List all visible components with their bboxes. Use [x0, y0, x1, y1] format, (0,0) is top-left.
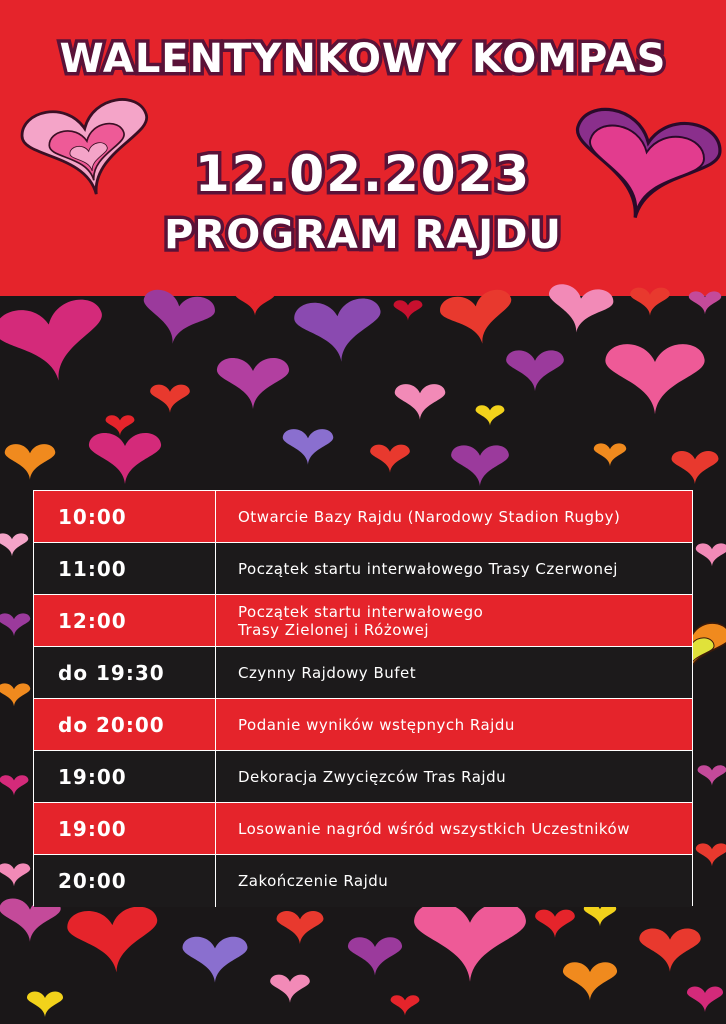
column-divider: [215, 595, 216, 647]
heart-icon: [535, 910, 575, 938]
heart-icon: [689, 291, 721, 314]
heart-icon: [630, 288, 670, 316]
heart-icon: [270, 975, 310, 1003]
schedule-description: [238, 491, 678, 543]
heart-icon: [696, 543, 726, 566]
table-row: [34, 751, 692, 803]
heart-icon: [0, 683, 30, 706]
description-line: Początek startu interwałowego: [238, 603, 484, 621]
description-line: Losowanie nagród wśród wszystkich Uczestników: [238, 820, 631, 838]
heart-icon: [639, 929, 700, 972]
schedule-description: [238, 647, 678, 699]
heart-icon: [696, 843, 726, 866]
schedule-time: 20:00: [58, 869, 127, 893]
schedule-time: 11:00: [58, 557, 127, 581]
heart-icon: [89, 433, 161, 484]
schedule-time: do 19:30: [58, 661, 165, 685]
column-divider: [215, 751, 216, 803]
heart-icon: [414, 903, 526, 982]
schedule-description: [238, 543, 678, 595]
column-divider: [215, 855, 216, 907]
schedule-description: [238, 595, 678, 647]
description-line: Zakończenie Rajdu: [238, 872, 389, 890]
heart-icon: [476, 405, 505, 425]
schedule-time: 10:00: [58, 505, 127, 529]
heart-icon: [0, 775, 28, 795]
heart-icon: [235, 288, 275, 316]
schedule-time: 19:00: [58, 817, 127, 841]
table-row: [34, 595, 692, 647]
event-date: 12.02.2023: [194, 145, 532, 203]
heart-icon: [277, 911, 324, 944]
heart-icon: [137, 287, 217, 350]
table-row: [34, 855, 692, 907]
heart-icon: [283, 429, 334, 465]
table-row: [34, 647, 692, 699]
heart-icon: [217, 358, 289, 409]
heart-icon: [106, 415, 135, 435]
heart-icon: [150, 385, 190, 413]
description-line: Podanie wyników wstępnych Rajdu: [238, 716, 515, 734]
table-row: [34, 543, 692, 595]
heart-icon: [394, 300, 423, 320]
description-line: Otwarcie Bazy Rajdu (Narodowy Stadion Rugby): [238, 508, 621, 526]
heart-icon: [5, 444, 56, 480]
description-line: Trasy Zielonej i Różowej: [238, 621, 430, 639]
column-divider: [215, 491, 216, 543]
heart-icon: [27, 992, 63, 1018]
column-divider: [215, 699, 216, 751]
column-divider: [215, 647, 216, 699]
heart-icon: [0, 863, 30, 886]
heart-icon: [506, 350, 564, 391]
schedule-description: [238, 751, 678, 803]
table-row: [34, 803, 692, 855]
schedule-description: [238, 699, 678, 751]
schedule-description: [238, 855, 678, 907]
table-row: [34, 699, 692, 751]
description-line: Początek startu interwałowego Trasy Czerwonej: [238, 560, 618, 578]
description-line: Czynny Rajdowy Bufet: [238, 664, 417, 682]
heart-icon: [594, 443, 626, 466]
poster-subtitle: PROGRAM RAJDU: [164, 212, 562, 258]
heart-icon: [348, 937, 402, 975]
heart-icon: [183, 937, 248, 983]
heart-icon: [293, 297, 385, 366]
heart-icon: [370, 445, 410, 473]
description-line: Dekoracja Zwycięzców Tras Rajdu: [238, 768, 507, 786]
heart-icon: [438, 287, 518, 350]
heart-icon: [395, 384, 446, 420]
heart-icon: [391, 995, 420, 1015]
column-divider: [215, 543, 216, 595]
schedule-description: [238, 803, 678, 855]
heart-icon: [0, 533, 28, 556]
schedule-time: 19:00: [58, 765, 127, 789]
heart-icon: [451, 445, 509, 486]
table-row: [34, 491, 692, 543]
schedule-table: [33, 490, 693, 906]
heart-icon: [544, 283, 615, 337]
schedule-time: 12:00: [58, 609, 127, 633]
heart-icon: [66, 905, 161, 976]
heart-icon: [698, 765, 726, 785]
heart-icon: [0, 296, 112, 390]
heart-icon: [563, 962, 617, 1000]
poster-title: WALENTYNKOWY KOMPAS: [59, 36, 667, 82]
heart-icon: [672, 451, 719, 484]
heart-icon: [605, 344, 704, 414]
heart-icon: [687, 987, 723, 1013]
column-divider: [215, 803, 216, 855]
heart-icon: [0, 613, 30, 636]
schedule-time: do 20:00: [58, 713, 165, 737]
